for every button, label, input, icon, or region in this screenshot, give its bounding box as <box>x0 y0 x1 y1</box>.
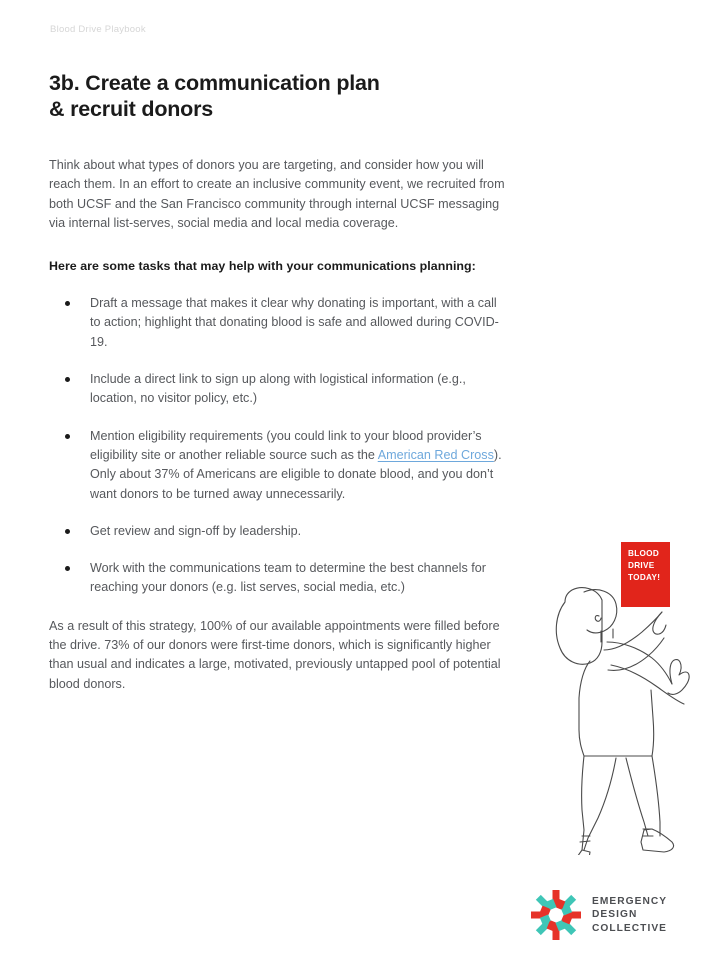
torso-shape <box>579 661 654 756</box>
list-item <box>49 559 507 598</box>
ear-shape <box>595 616 601 622</box>
bullet-icon <box>65 566 70 571</box>
sign-line-3: TODAY! <box>628 573 661 582</box>
front-foot <box>641 829 674 852</box>
blood-drive-illustration <box>512 530 702 855</box>
tasks-subheading: Here are some tasks that may help with your communications planning: <box>49 259 476 274</box>
list-item-text: Get review and sign-off by leadership. <box>90 523 302 538</box>
list-item-text-after-link: ). Only about 37% of Americans are eligible to donate blood, and you don’t want donors to be turned away unnecessarily. <box>90 447 502 501</box>
hair-shape <box>556 588 602 665</box>
running-header: Blood Drive Playbook <box>50 24 146 35</box>
front-leg-back <box>626 758 648 836</box>
list-item-text-before-link: Mention eligibility requirements (you could link to your blood provider’s eligibility site or another reliable source such as the <box>90 428 482 462</box>
page-title <box>49 70 479 122</box>
task-list <box>49 294 507 598</box>
front-hand <box>668 660 689 695</box>
page-title-line-1: 3b. Create a communication plan <box>49 71 380 95</box>
front-arm-lower <box>611 665 684 704</box>
starburst-logo-icon <box>530 889 582 941</box>
bullet-icon <box>65 529 70 534</box>
list-item <box>49 522 507 541</box>
sign-line-2: DRIVE <box>628 561 655 570</box>
logo-word-line-3: COLLECTIVE <box>592 922 668 934</box>
logo-word-line-2: DESIGN <box>592 909 638 921</box>
list-item-text: Draft a message that makes it clear why donating is important, with a call to action; highlight that donating blood is safe and allowed during COVID-19. <box>90 296 499 349</box>
bullet-icon <box>65 434 70 439</box>
list-item-text: Include a direct link to sign up along with logistical information (e.g., location, no visitor policy, etc.) <box>90 372 466 406</box>
list-item-text: Work with the communications team to determine the best channels for reaching your donors (e.g. list serves, social media, etc.) <box>90 561 486 595</box>
list-item <box>49 294 507 352</box>
closing-paragraph: As a result of this strategy, 100% of our available appointments were filled before the drive. 73% of our donors were first-time donors, which is significantly higher than usual and indicates a large, motivated, previously untapped pool of potential blood donors. <box>49 618 501 691</box>
content-column <box>49 156 507 694</box>
logo-wordmark <box>592 895 667 936</box>
page-title-line-2: & recruit donors <box>49 97 214 121</box>
logo-word-line-1: EMERGENCY <box>592 895 668 907</box>
sign-line-1: BLOOD <box>628 549 660 558</box>
intro-paragraph: Think about what types of donors you are targeting, and consider how you will reach them. In an effort to create an inclusive community event, we recruited from both UCSF and the San Francisco community through internal UCSF messaging via internal list-serves, social media and local media coverage. <box>49 158 505 230</box>
emergency-design-collective-logo <box>530 886 690 944</box>
bullet-icon <box>65 301 70 306</box>
list-item <box>49 427 507 504</box>
list-item <box>49 370 507 409</box>
front-arm-upper <box>607 642 672 684</box>
blood-drive-sign <box>621 542 670 607</box>
bullet-icon <box>65 377 70 382</box>
rear-foot <box>570 850 590 855</box>
figure-line-art <box>556 588 689 855</box>
american-red-cross-link[interactable]: American Red Cross <box>377 447 494 462</box>
rear-hand <box>653 612 666 634</box>
front-leg-front <box>652 756 660 836</box>
